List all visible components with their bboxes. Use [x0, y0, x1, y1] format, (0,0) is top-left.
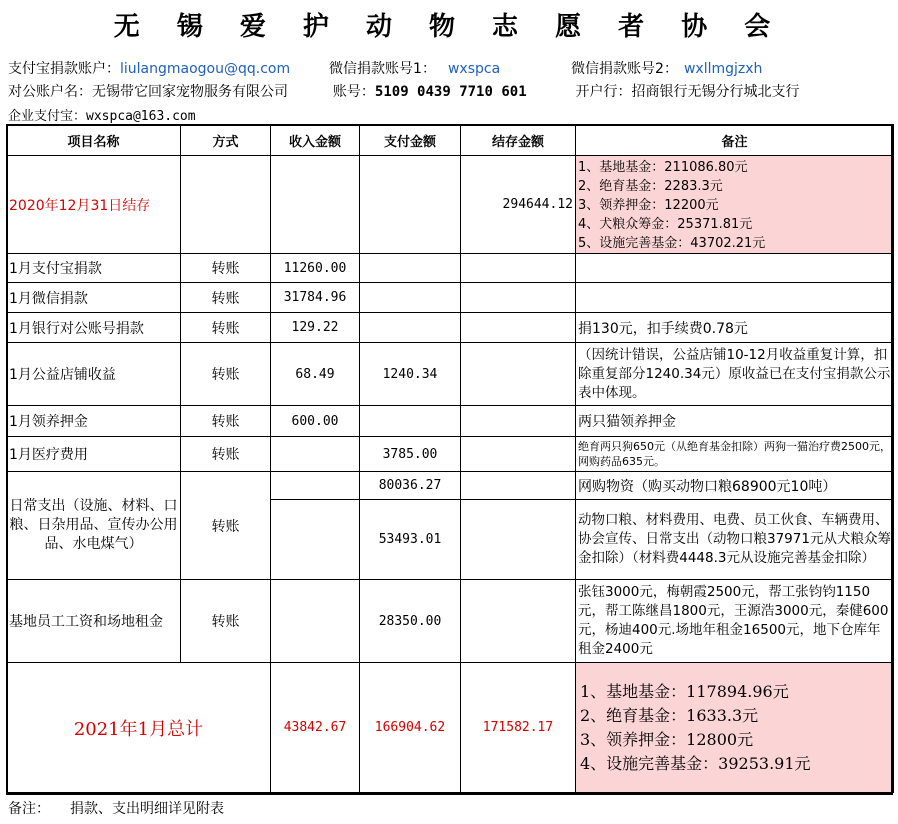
row-note: 两只猫领养押金 [576, 406, 894, 437]
row-name: 2021年1月总计 [7, 663, 271, 793]
row-expense [360, 254, 461, 283]
donation-info-line-1 [8, 58, 762, 78]
footer-text: 捐款、支出明细详见附表 [70, 801, 224, 817]
wechat1-label: 微信捐款账号1： [329, 61, 436, 77]
alipay-label: 支付宝捐款账户： [8, 61, 120, 77]
account-number: 5109 0439 7710 601 [374, 84, 527, 100]
note-line: 5、设施完善基金：43702.21元 [578, 236, 766, 251]
row-expense [360, 313, 461, 343]
row-method: 转账 [181, 254, 271, 283]
row-expense: 3785.00 [360, 437, 461, 472]
row-method: 转账 [181, 283, 271, 313]
row-expense [360, 406, 461, 437]
row-expense [360, 283, 461, 313]
row-note [576, 254, 894, 283]
row-notes [576, 663, 894, 793]
row-method: 转账 [181, 580, 271, 663]
row-name: 2020年12月31日结存 [7, 156, 181, 254]
row-income: 11260.00 [271, 254, 360, 283]
row-name: 1月公益店铺收益 [7, 343, 181, 406]
footer-label: 备注： [8, 801, 50, 817]
table-row-daily-1 [7, 472, 894, 500]
wechat2-label: 微信捐款账号2： [571, 61, 678, 77]
row-expense: 28350.00 [360, 580, 461, 663]
row-method: 转账 [181, 343, 271, 406]
donation-info-line-2 [8, 81, 800, 101]
col-header-method: 方式 [181, 125, 271, 156]
row-method: 转账 [181, 406, 271, 437]
table-row-salary [7, 580, 894, 663]
finance-table [6, 124, 894, 793]
row-expense: 80036.27 [360, 472, 461, 500]
table-row [7, 343, 894, 406]
note-line: 1、基地基金：211086.80元 [578, 160, 748, 175]
row-notes [576, 156, 894, 254]
note-line: 3、领养押金：12800元 [580, 729, 754, 749]
wechat1-account: wxspca [447, 61, 501, 77]
row-balance: 294644.12 [461, 156, 576, 254]
col-header-income: 收入金额 [271, 125, 360, 156]
note-line: 4、设施完善基金：39253.91元 [580, 753, 811, 773]
row-name: 1月医疗费用 [7, 437, 181, 472]
note-line: 4、犬粮众筹金：25371.81元 [578, 217, 753, 232]
row-income [271, 437, 360, 472]
table-row-total [7, 663, 894, 793]
account-no-label: 账号： [332, 84, 375, 100]
col-header-expense: 支付金额 [360, 125, 461, 156]
note-line: 2、绝育基金：1633.3元 [580, 705, 759, 725]
bank-label: 开户行： [575, 84, 632, 100]
row-name: 1月领养押金 [7, 406, 181, 437]
row-expense: 166904.62 [360, 663, 461, 793]
table-row [7, 313, 894, 343]
row-method: 转账 [181, 437, 271, 472]
row-note [576, 283, 894, 313]
table-row-opening-balance [7, 156, 894, 254]
row-method: 转账 [181, 313, 271, 343]
row-note: 绝育两只狗650元（从绝育基金扣除）两狗一猫治疗费2500元，网购药品635元。 [576, 437, 894, 472]
col-header-name: 项目名称 [7, 125, 181, 156]
note-line: 3、领养押金：12200元 [578, 198, 719, 213]
row-name: 1月银行对公账号捐款 [7, 313, 181, 343]
row-income: 129.22 [271, 313, 360, 343]
account-name-label: 对公账户名： [8, 84, 92, 100]
wechat2-account: wxllmgjzxh [683, 61, 763, 77]
row-name: 日常支出（设施、材料、口粮、日杂用品、宣传办公用品、水电煤气） [7, 472, 181, 580]
row-balance: 171582.17 [461, 663, 576, 793]
page-title: 无 锡 爱 护 动 物 志 愿 者 协 会 [113, 12, 785, 42]
row-expense: 53493.01 [360, 500, 461, 580]
row-note: 捐130元，扣手续费0.78元 [576, 313, 894, 343]
row-name: 1月支付宝捐款 [7, 254, 181, 283]
corp-alipay-label: 企业支付宝： [8, 109, 87, 124]
row-note: （因统计错误，公益店铺10-12月收益重复计算，扣除重复部分1240.34元）原收益已在支付宝捐款公示表中体现。 [576, 343, 894, 406]
footer-note [8, 798, 224, 818]
row-note: 动物口粮、材料费用、电费、员工伙食、车辆费用、协会宣传、日常支出（动物口粮37971元从犬粮众筹金扣除）（材料费4448.3元从设施完善基金扣除） [576, 500, 894, 580]
row-note: 张钰3000元，梅朝霞2500元，帮工张钧钧1150元，帮工陈继昌1800元，王源浩3000元，秦健600元，杨迪400元.场地年租金16500元，地下仓库年租金2400元 [576, 580, 894, 663]
col-header-notes: 备注 [576, 125, 894, 156]
row-name: 基地员工工资和场地租金 [7, 580, 181, 663]
note-line: 2、绝育基金：2283.3元 [578, 179, 723, 194]
donation-info-line-3 [8, 105, 196, 124]
table-row [7, 406, 894, 437]
col-header-balance: 结存金额 [461, 125, 576, 156]
row-income: 600.00 [271, 406, 360, 437]
table-row [7, 254, 894, 283]
corp-alipay-account: wxspca@163.com [86, 109, 196, 124]
table-row [7, 283, 894, 313]
table-header-row [7, 125, 894, 156]
account-name: 无锡带它回家宠物服务有限公司 [92, 84, 288, 100]
row-income: 43842.67 [271, 663, 360, 793]
table-row [7, 437, 894, 472]
row-method: 转账 [181, 472, 271, 580]
row-expense: 1240.34 [360, 343, 461, 406]
row-income: 31784.96 [271, 283, 360, 313]
bank-name: 招商银行无锡分行城北支行 [631, 84, 800, 100]
row-note: 网购物资（购买动物口粮68900元10吨） [576, 472, 894, 500]
row-name: 1月微信捐款 [7, 283, 181, 313]
note-line: 1、基地基金：117894.96元 [580, 681, 789, 701]
row-income: 68.49 [271, 343, 360, 406]
alipay-account: liulangmaogou@qq.com [120, 61, 291, 77]
